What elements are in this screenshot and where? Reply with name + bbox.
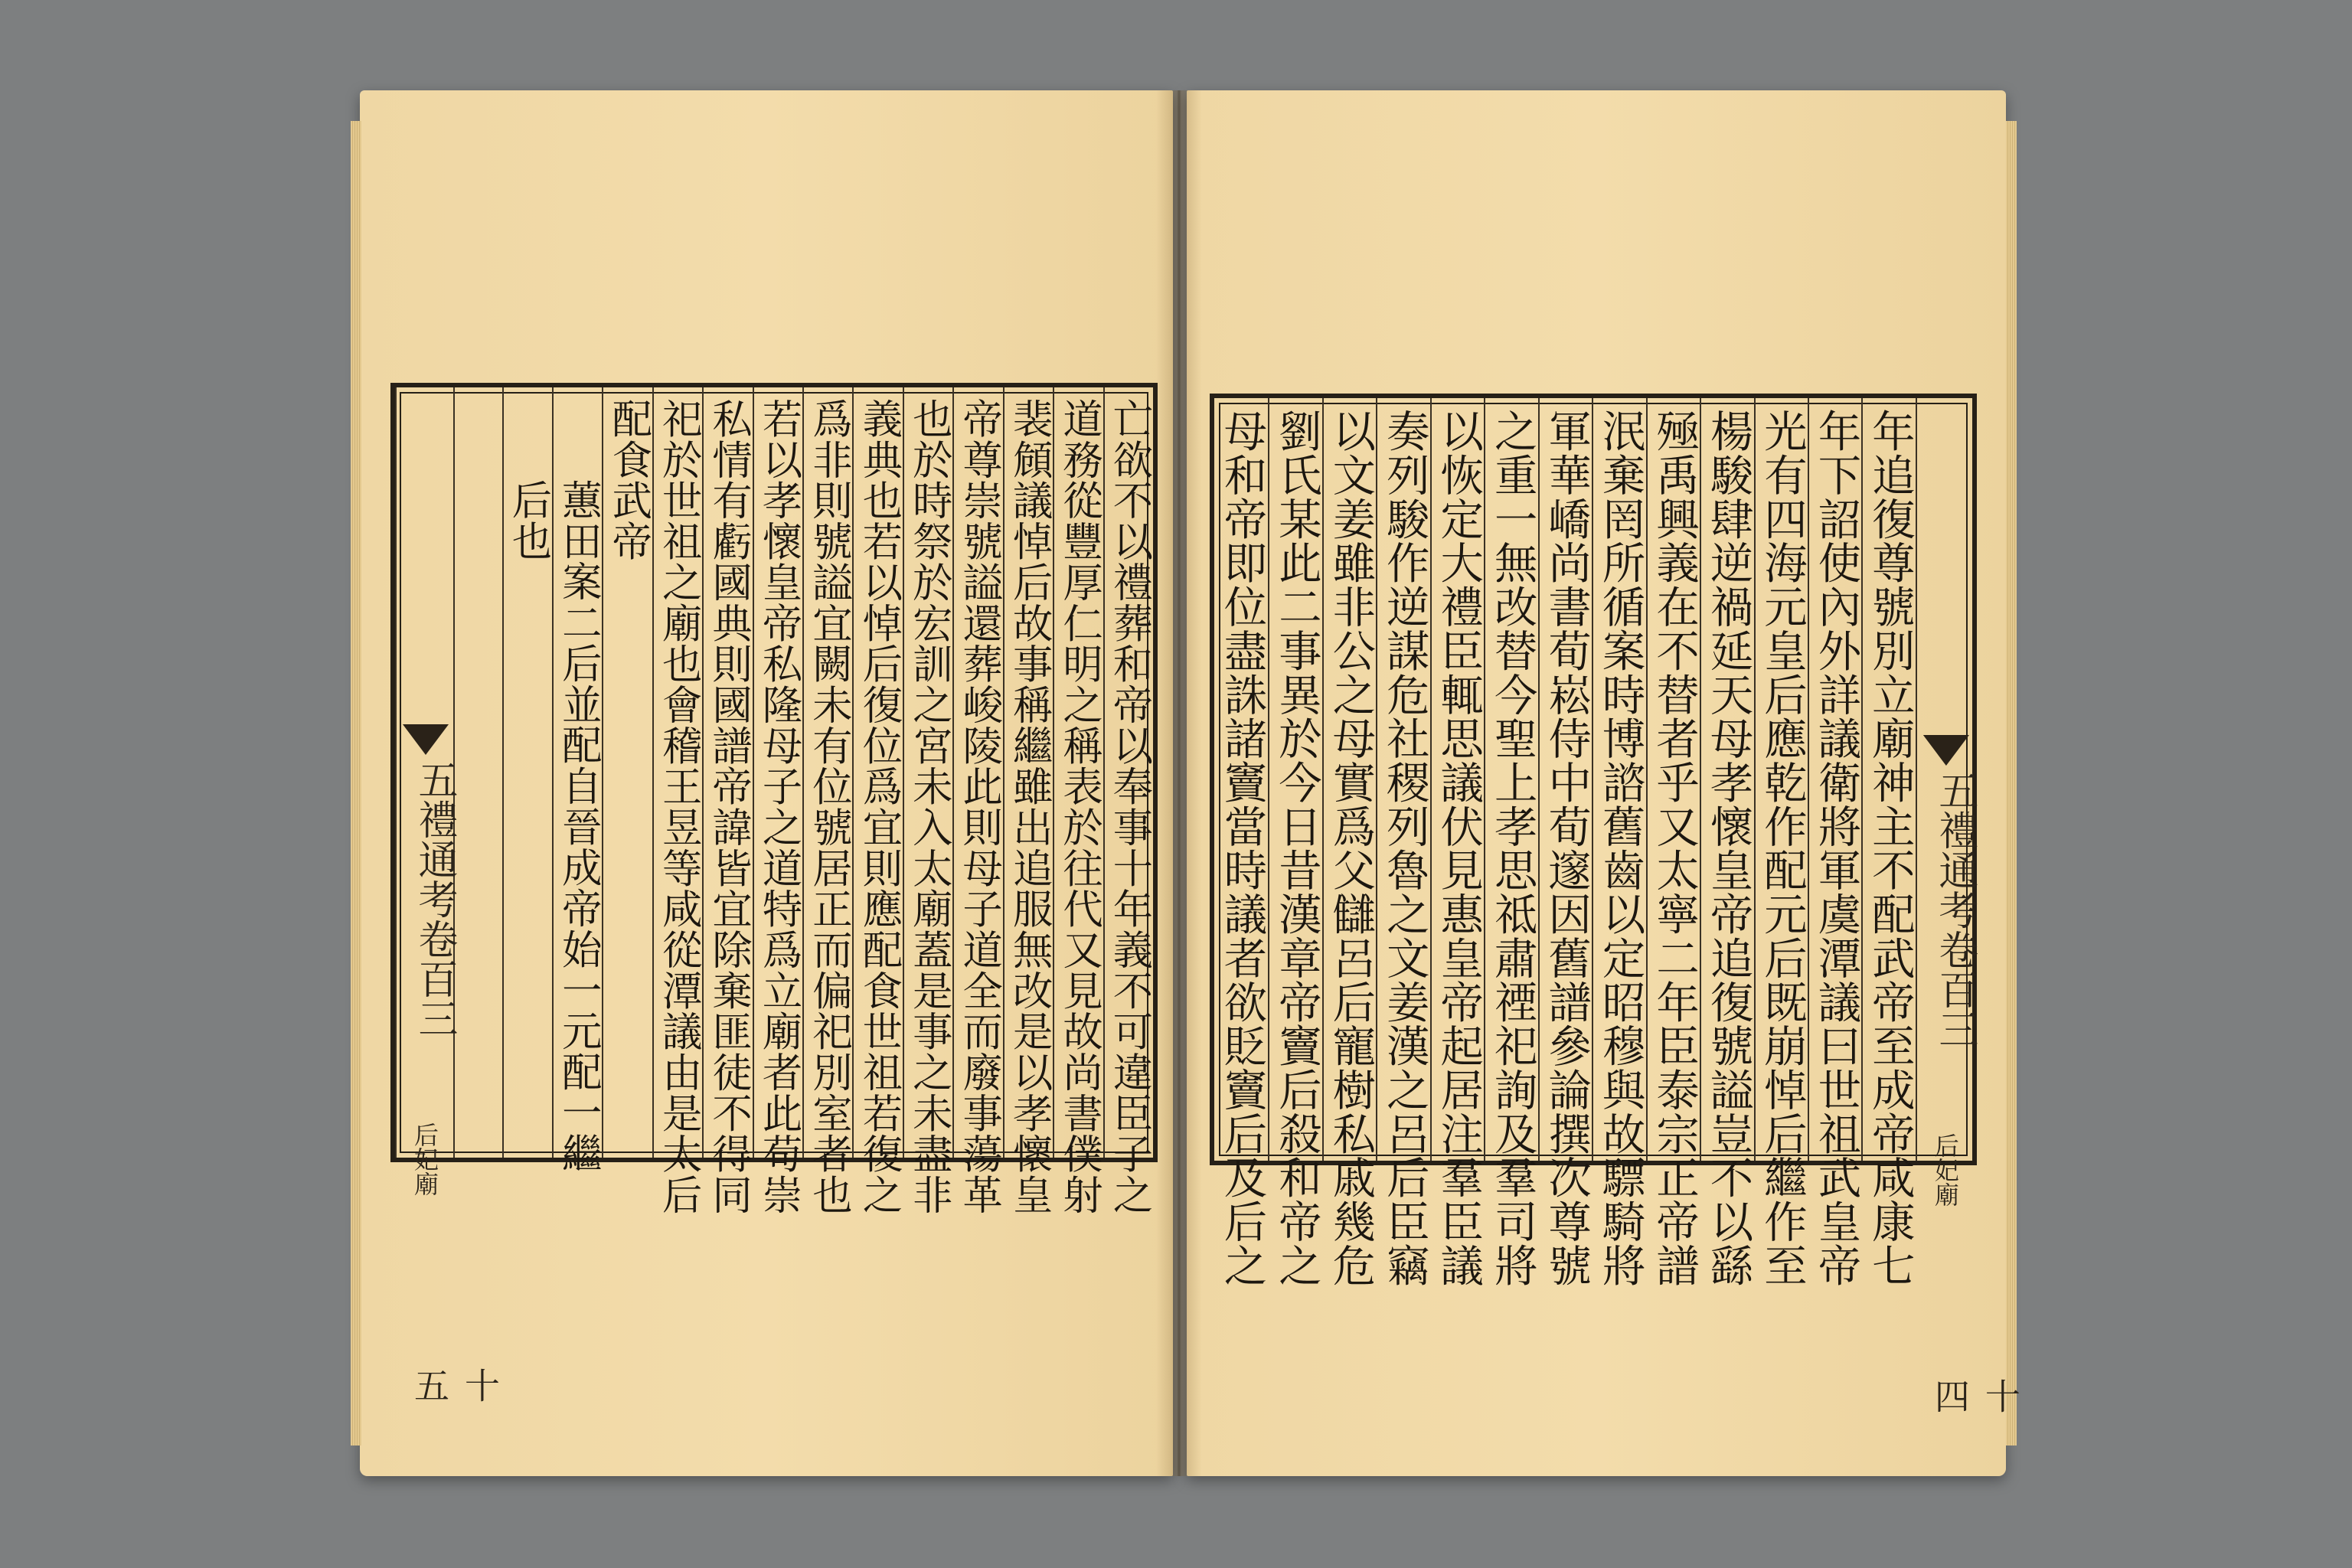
text-column: 私情有虧國典則國譜帝諱皆宜除棄匪徒不得同: [702, 387, 752, 1158]
left-page: [360, 90, 1173, 1476]
text-column: 楊駿肆逆禍延天母孝懷皇帝追復號謚豈不以繇: [1700, 398, 1753, 1161]
left-text-frame: [390, 383, 1158, 1403]
fish-tail-mark: [403, 724, 449, 755]
text-column: 裴頠議悼后故事稱繼雖出追服無改是以孝懷皇: [1003, 387, 1053, 1158]
text-column: 若以孝懷皇帝私隆母子之道特爲立廟者此苟崇: [753, 387, 802, 1158]
right-text-columns: [1214, 398, 2021, 1413]
right-text-frame: [1210, 394, 2021, 1413]
text-column: 之重一無改替今聖上孝思祗肅禋祀詢及羣司將: [1484, 398, 1537, 1161]
text-column: 祀於世祖之廟也會稽王昱等咸從潭議由是太后: [652, 387, 702, 1158]
right-page-gutter: [1916, 398, 2021, 1413]
section-title: 后妃廟: [1930, 1133, 1960, 1207]
left-page-edges: [351, 121, 361, 1446]
book-title: 五禮通考卷百三: [1931, 770, 1978, 1049]
text-column: 光有四海元皇后應乾作配元后既崩悼后繼作至: [1754, 398, 1808, 1161]
fish-tail-mark: [1923, 735, 1969, 766]
book-spine: [1156, 90, 1202, 1476]
book-title: 五禮通考卷百三: [411, 760, 457, 1038]
text-column: 道務從豐厚仁明之稱表於往代又見故尚書僕射: [1053, 387, 1102, 1158]
text-column: 年追復尊號別立廟神主不配武帝至成帝咸康七: [1861, 398, 1915, 1161]
text-column: 母和帝即位盡誅諸竇當時議者欲貶竇后及后之: [1217, 409, 1267, 1288]
section-title: 后妃廟: [410, 1122, 439, 1196]
text-column: 爲非則號謚宜闕未有位號居正而偏祀別室者也: [802, 387, 852, 1158]
text-column: 劉氏某此二事異於今日昔漢章帝竇后殺和帝之: [1268, 398, 1321, 1161]
text-column: 義典也若以悼后復位爲宜則應配食世祖若復之: [852, 387, 902, 1158]
text-column: 以文姜雖非公之母實爲父讎呂后寵樹私戚幾危: [1322, 398, 1376, 1161]
text-column: 以恢定大禮臣輒思議伏見惠皇帝起居注羣臣議: [1430, 398, 1484, 1161]
right-page-edges: [2006, 121, 2017, 1446]
commentary-column: 后也: [502, 387, 552, 1158]
page-number: 十四: [1929, 1378, 2021, 1413]
text-column: 亡欲不以禮葬和帝以奉事十年義不可違臣子之: [1103, 387, 1153, 1158]
text-column: 殛禹興義在不替者乎又太寧二年臣泰宗正帝譜: [1646, 398, 1700, 1161]
text-column: 泯棄罔所循案時博諮舊齒以定昭穆與故驃騎將: [1592, 398, 1645, 1161]
left-page-gutter: [395, 387, 501, 1403]
text-column: 帝尊崇號謚還葬峻陵此則母子道全而廢事蕩革: [952, 387, 1002, 1158]
text-column: 軍華嶠尚書荀崧侍中荀邃因舊譜參論撰次尊號: [1538, 398, 1592, 1161]
open-book: [360, 90, 2021, 1476]
commentary-column: 蕙田案二后並配自晉成帝始一元配一繼: [552, 387, 602, 1158]
text-column: 配食武帝: [602, 387, 652, 1158]
left-text-columns: [395, 387, 1153, 1403]
text-column: 奏列駿作逆謀危社稷列魯之文姜漢之呂后臣竊: [1376, 398, 1429, 1161]
page-number: 十五: [409, 1367, 501, 1403]
text-column: 年下詔使內外詳議衛將軍虞潭議曰世祖武皇帝: [1808, 398, 1861, 1161]
text-column: 也於時祭於宏訓之宮未入太廟蓋是事之未盡非: [903, 387, 952, 1158]
